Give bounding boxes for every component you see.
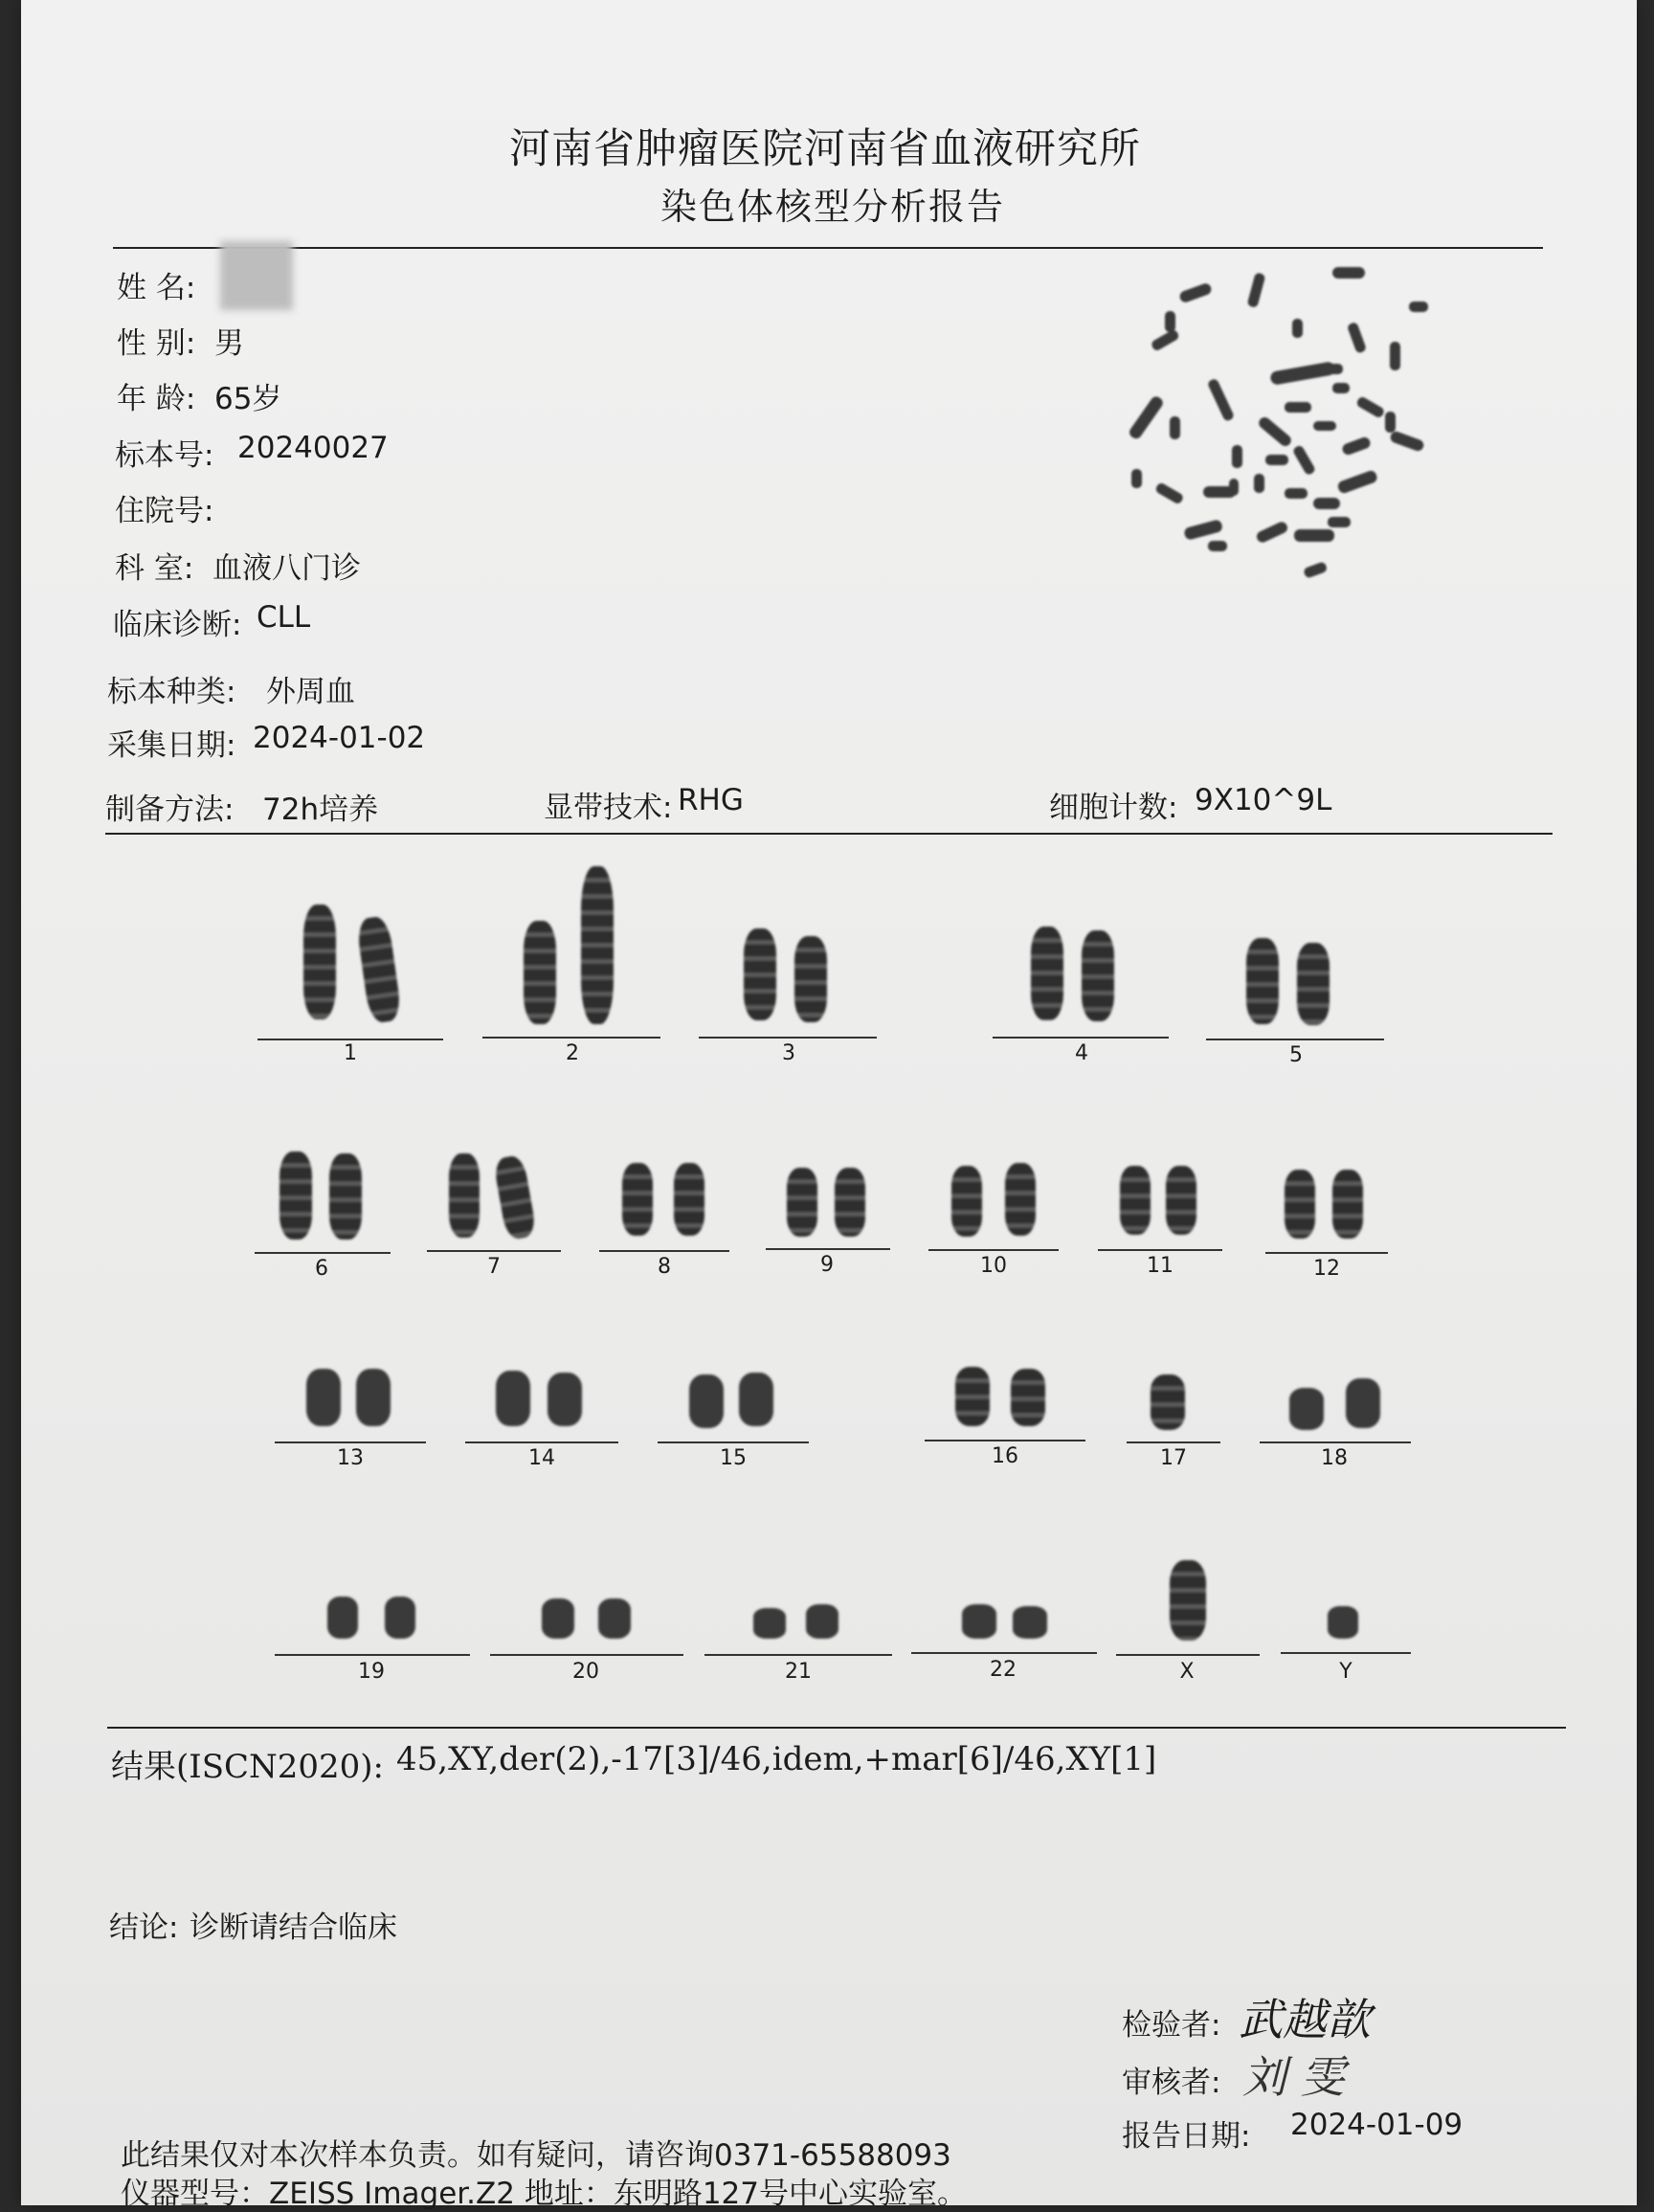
chromosome-20b — [598, 1598, 631, 1639]
pair-3-label: 3 — [782, 1041, 795, 1065]
age-label: 年 龄: — [117, 382, 196, 416]
examiner-signature: 武越歆 — [1239, 1994, 1371, 2045]
chromosome-4b — [1082, 930, 1114, 1021]
banding-value: RHG — [678, 783, 744, 817]
chromosome-13b — [356, 1369, 391, 1426]
chromosome-14a — [496, 1371, 530, 1426]
chromosome-20a — [542, 1598, 574, 1639]
pair-2-line — [482, 1037, 660, 1039]
chromosome-6b — [329, 1153, 362, 1240]
pair-11-label: 11 — [1147, 1254, 1173, 1278]
diagnosis-label: 临床诊断: — [113, 608, 242, 642]
pair-17-line — [1127, 1441, 1220, 1443]
chromosome-9a — [787, 1168, 817, 1237]
chromosome-21a — [753, 1608, 786, 1639]
disclaimer: 此结果仅对本次样本负责。如有疑问，请咨询0371-65588093 — [121, 2138, 951, 2173]
method-rule — [105, 833, 1553, 835]
diagnosis-value: CLL — [257, 600, 311, 635]
chromosome-y — [1328, 1606, 1358, 1639]
chromosome-5a — [1246, 938, 1279, 1024]
pair-3-line — [699, 1037, 877, 1039]
pair-7-line — [427, 1250, 561, 1252]
sex-label: 性 别: — [117, 326, 196, 361]
specimen-no-value: 20240027 — [237, 431, 389, 465]
header-rule — [113, 247, 1543, 249]
pair-12-line — [1265, 1252, 1388, 1254]
chromosome-15a — [689, 1374, 724, 1428]
count-label: 细胞计数: — [1049, 791, 1178, 825]
specimen-type-value: 外周血 — [266, 675, 355, 709]
report-date-value: 2024-01-09 — [1290, 2108, 1464, 2142]
prep-label: 制备方法: — [105, 793, 235, 827]
pair-20-label: 20 — [572, 1660, 599, 1684]
chromosome-10a — [951, 1166, 982, 1237]
collect-date-value: 2024-01-02 — [253, 721, 426, 755]
chromosome-1a — [303, 905, 336, 1019]
chromosome-3a — [744, 928, 776, 1020]
pair-14-label: 14 — [528, 1446, 555, 1470]
instrument-address: 仪器型号：ZEISS Imager.Z2 地址：东明路127号中心实验室。 — [121, 2177, 967, 2211]
collect-date-label: 采集日期: — [107, 728, 236, 763]
chromosome-21b — [806, 1604, 838, 1639]
pair-5-label: 5 — [1289, 1043, 1303, 1067]
pair-6-line — [255, 1252, 391, 1254]
chromosome-18a — [1289, 1388, 1324, 1430]
chromosome-2a — [524, 921, 556, 1024]
report-title: 染色体核型分析报告 — [660, 186, 1006, 228]
chromosome-6a — [279, 1151, 312, 1240]
pair-13-line — [275, 1441, 426, 1443]
chromosome-16a — [955, 1367, 990, 1426]
pair-10-label: 10 — [980, 1254, 1007, 1278]
pair-19-label: 19 — [358, 1660, 385, 1684]
chromosome-14b — [548, 1373, 582, 1426]
result-value: 45,XY,der(2),-17[3]/46,idem,+mar[6]/46,XY[1] — [396, 1740, 1157, 1778]
chromosome-7b — [493, 1154, 537, 1240]
pair-4-label: 4 — [1075, 1041, 1088, 1065]
count-value: 9X10^9L — [1195, 783, 1332, 817]
pair-x-label: X — [1179, 1660, 1195, 1684]
pair-10-line — [928, 1249, 1059, 1251]
pair-1-line — [257, 1039, 443, 1040]
pair-x-line — [1116, 1654, 1260, 1656]
pair-5-line — [1206, 1039, 1384, 1040]
chromosome-2b — [581, 866, 614, 1024]
pair-6-label: 6 — [315, 1257, 328, 1281]
reviewer-signature: 刘 雯 — [1242, 2051, 1345, 2103]
pair-14-line — [465, 1441, 618, 1443]
chromosome-8a — [622, 1163, 653, 1236]
chromosome-11b — [1166, 1166, 1196, 1235]
chromosome-18b — [1346, 1378, 1380, 1428]
chromosome-10b — [1005, 1163, 1036, 1236]
pair-11-line — [1098, 1249, 1222, 1251]
chromosome-5b — [1297, 943, 1330, 1025]
pair-16-label: 16 — [992, 1444, 1018, 1468]
chromosome-15b — [739, 1373, 773, 1426]
dept-label: 科 室: — [115, 551, 194, 586]
pair-8-line — [599, 1250, 729, 1252]
chromosome-7a — [449, 1153, 480, 1238]
pair-y-line — [1281, 1652, 1411, 1654]
pair-17-label: 17 — [1160, 1446, 1187, 1470]
pair-4-line — [993, 1037, 1169, 1039]
chromosome-12a — [1285, 1170, 1315, 1239]
pair-2-label: 2 — [566, 1041, 579, 1065]
admission-no-label: 住院号: — [115, 494, 214, 528]
chromosome-19b — [385, 1597, 415, 1639]
examiner-label: 检验者: — [1122, 2008, 1221, 2043]
chromosome-22a — [962, 1604, 996, 1639]
age-value: 65岁 — [214, 382, 282, 416]
chromosome-3b — [794, 936, 827, 1022]
conclusion-label: 结论: — [109, 1910, 179, 1945]
pair-22-line — [911, 1652, 1097, 1654]
pair-9-label: 9 — [820, 1253, 834, 1277]
chromosome-16b — [1011, 1369, 1045, 1426]
pair-7-label: 7 — [487, 1255, 501, 1279]
pair-12-label: 12 — [1313, 1257, 1340, 1281]
pair-1-label: 1 — [344, 1041, 357, 1065]
reviewer-label: 审核者: — [1122, 2066, 1221, 2100]
pair-13-label: 13 — [337, 1446, 364, 1470]
chromosome-12b — [1332, 1170, 1363, 1239]
chromosome-17a — [1151, 1374, 1185, 1430]
specimen-no-label: 标本号: — [115, 438, 214, 473]
conclusion-value: 诊断请结合临床 — [190, 1910, 397, 1945]
name-redaction — [220, 241, 293, 310]
chromosome-22b — [1013, 1606, 1047, 1639]
pair-22-label: 22 — [990, 1658, 1017, 1682]
chromosome-4a — [1031, 927, 1063, 1020]
chromosome-1b — [356, 915, 403, 1024]
dept-value: 血液八门诊 — [212, 551, 361, 586]
name-label: 姓 名: — [117, 271, 196, 305]
report-sheet — [21, 0, 1637, 2211]
chromosome-8b — [674, 1163, 704, 1236]
pair-20-line — [490, 1654, 683, 1656]
pair-9-line — [766, 1248, 890, 1250]
banding-label: 显带技术: — [544, 791, 673, 825]
chromosome-13a — [306, 1369, 341, 1426]
karyotype-rule — [107, 1727, 1566, 1729]
pair-16-line — [925, 1440, 1085, 1441]
pair-y-label: Y — [1339, 1660, 1352, 1684]
chromosome-x — [1170, 1560, 1206, 1641]
pair-18-line — [1260, 1441, 1411, 1443]
pair-18-label: 18 — [1321, 1446, 1348, 1470]
chromosome-19a — [327, 1597, 358, 1639]
sex-value: 男 — [214, 326, 244, 361]
pair-15-label: 15 — [720, 1446, 747, 1470]
institution-title: 河南省肿瘤医院河南省血液研究所 — [509, 125, 1141, 173]
chromosome-9b — [835, 1168, 865, 1237]
pair-21-label: 21 — [785, 1660, 812, 1684]
pair-19-line — [275, 1654, 470, 1656]
pair-21-line — [704, 1654, 892, 1656]
specimen-type-label: 标本种类: — [107, 675, 236, 709]
metaphase-spread-image — [1112, 254, 1476, 598]
chromosome-11a — [1120, 1166, 1151, 1235]
result-label: 结果(ISCN2020): — [111, 1748, 384, 1786]
prep-value: 72h培养 — [262, 793, 379, 827]
pair-15-line — [658, 1441, 809, 1443]
report-date-label: 报告日期: — [1122, 2119, 1251, 2154]
pair-8-label: 8 — [658, 1255, 671, 1279]
